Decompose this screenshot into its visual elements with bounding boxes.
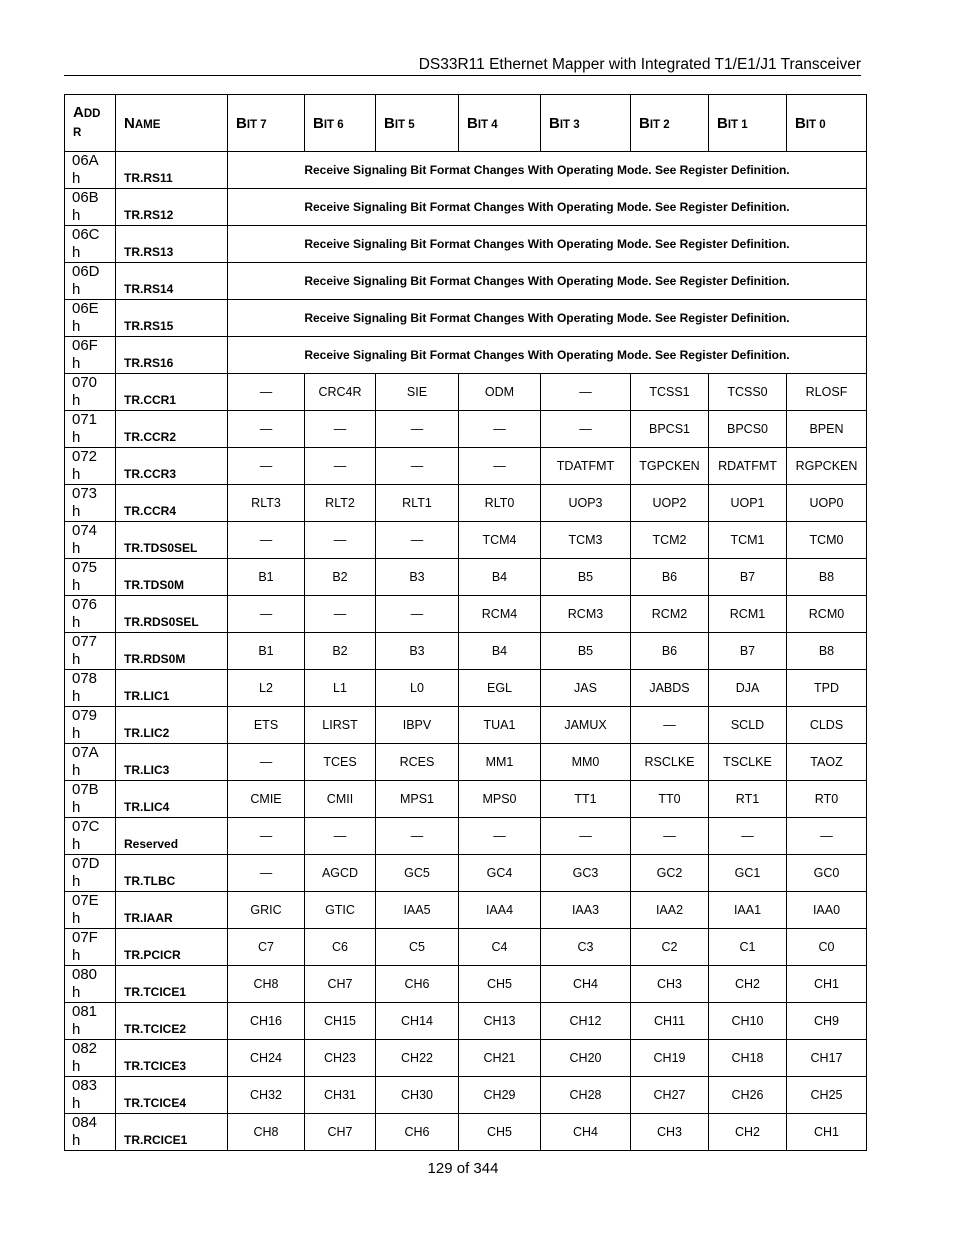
register-name: TR.RDS0M [116,633,228,670]
register-description: Receive Signaling Bit Format Changes With Operating Mode. See Register Definition. [228,189,867,226]
bit-cell-5: B3 [376,633,459,670]
bit-cell-0: — [787,818,867,855]
bit-cell-7: — [228,855,305,892]
register-address: 071 h [65,411,116,448]
bit-cell-6: LIRST [305,707,376,744]
bit-cell-4: IAA4 [459,892,541,929]
bit-cell-2: TCSS1 [631,374,709,411]
register-address: 072 h [65,448,116,485]
bit-cell-3: CH20 [541,1040,631,1077]
bit-cell-1: SCLD [709,707,787,744]
bit-cell-2: UOP2 [631,485,709,522]
table-row [65,670,867,707]
register-name: TR.CCR2 [116,411,228,448]
bit-cell-1: RCM1 [709,596,787,633]
bit-cell-3: MM0 [541,744,631,781]
bit-cell-2: RCM2 [631,596,709,633]
register-table [64,94,867,1151]
register-name: TR.TCICE1 [116,966,228,1003]
bit-cell-0: CH1 [787,1114,867,1151]
register-address: 077 h [65,633,116,670]
bit-cell-1: TSCLKE [709,744,787,781]
bit-cell-6: CH7 [305,966,376,1003]
register-name: TR.RS14 [116,263,228,300]
register-address: 06D h [65,263,116,300]
header-bit3: BIT 3 [541,95,631,152]
table-row [65,1077,867,1114]
bit-cell-5: — [376,596,459,633]
bit-cell-4: CH5 [459,966,541,1003]
register-name: TR.TCICE4 [116,1077,228,1114]
bit-cell-2: IAA2 [631,892,709,929]
bit-cell-4: CH29 [459,1077,541,1114]
bit-cell-4: GC4 [459,855,541,892]
bit-cell-6: CH31 [305,1077,376,1114]
bit-cell-6: AGCD [305,855,376,892]
table-row [65,485,867,522]
header-bit4: BIT 4 [459,95,541,152]
register-address: 081 h [65,1003,116,1040]
bit-cell-1: GC1 [709,855,787,892]
bit-cell-6: CMII [305,781,376,818]
table-row [65,263,867,300]
bit-cell-6: — [305,411,376,448]
bit-cell-5: CH14 [376,1003,459,1040]
bit-cell-1: TCM1 [709,522,787,559]
bit-cell-1: — [709,818,787,855]
bit-cell-2: — [631,818,709,855]
bit-cell-0: RLOSF [787,374,867,411]
bit-cell-0: TAOZ [787,744,867,781]
register-address: 075 h [65,559,116,596]
bit-cell-0: B8 [787,633,867,670]
bit-cell-0: BPEN [787,411,867,448]
register-address: 082 h [65,1040,116,1077]
bit-cell-0: CH17 [787,1040,867,1077]
register-description: Receive Signaling Bit Format Changes With Operating Mode. See Register Definition. [228,337,867,374]
bit-cell-0: RGPCKEN [787,448,867,485]
bit-cell-7: — [228,448,305,485]
bit-cell-6: C6 [305,929,376,966]
bit-cell-6: B2 [305,559,376,596]
bit-cell-4: B4 [459,559,541,596]
bit-cell-0: RT0 [787,781,867,818]
bit-cell-3: C3 [541,929,631,966]
table-row [65,596,867,633]
bit-cell-5: — [376,411,459,448]
bit-cell-1: UOP1 [709,485,787,522]
table-row [65,189,867,226]
bit-cell-3: — [541,411,631,448]
bit-cell-6: — [305,448,376,485]
bit-cell-7: CH24 [228,1040,305,1077]
bit-cell-4: B4 [459,633,541,670]
bit-cell-3: UOP3 [541,485,631,522]
bit-cell-3: RCM3 [541,596,631,633]
bit-cell-7: — [228,522,305,559]
bit-cell-3: TCM3 [541,522,631,559]
register-name: TR.RS11 [116,152,228,189]
register-name: Reserved [116,818,228,855]
bit-cell-5: CH22 [376,1040,459,1077]
register-name: TR.LIC4 [116,781,228,818]
bit-cell-7: GRIC [228,892,305,929]
register-name: TR.IAAR [116,892,228,929]
register-description: Receive Signaling Bit Format Changes With Operating Mode. See Register Definition. [228,300,867,337]
bit-cell-7: RLT3 [228,485,305,522]
register-name: TR.RCICE1 [116,1114,228,1151]
bit-cell-1: TCSS0 [709,374,787,411]
register-name: TR.LIC2 [116,707,228,744]
page-number: 129 of 344 [427,1160,499,1177]
bit-cell-3: TT1 [541,781,631,818]
table-row [65,929,867,966]
bit-cell-4: TCM4 [459,522,541,559]
bit-cell-2: GC2 [631,855,709,892]
bit-cell-5: MPS1 [376,781,459,818]
bit-cell-2: BPCS1 [631,411,709,448]
register-description: Receive Signaling Bit Format Changes With Operating Mode. See Register Definition. [228,263,867,300]
bit-cell-2: TGPCKEN [631,448,709,485]
bit-cell-1: CH18 [709,1040,787,1077]
register-description: Receive Signaling Bit Format Changes With Operating Mode. See Register Definition. [228,226,867,263]
bit-cell-3: CH12 [541,1003,631,1040]
bit-cell-6: CH23 [305,1040,376,1077]
page-header-title: DS33R11 Ethernet Mapper with Integrated T1/E1/J1 Transceiver [418,56,861,73]
bit-cell-5: C5 [376,929,459,966]
bit-cell-1: RT1 [709,781,787,818]
bit-cell-1: IAA1 [709,892,787,929]
bit-cell-4: MPS0 [459,781,541,818]
bit-cell-2: TCM2 [631,522,709,559]
table-row [65,966,867,1003]
bit-cell-0: CLDS [787,707,867,744]
bit-cell-0: IAA0 [787,892,867,929]
bit-cell-2: C2 [631,929,709,966]
table-row [65,1040,867,1077]
register-address: 06C h [65,226,116,263]
register-name: TR.TDS0SEL [116,522,228,559]
bit-cell-4: CH21 [459,1040,541,1077]
bit-cell-6: RLT2 [305,485,376,522]
bit-cell-3: B5 [541,559,631,596]
bit-cell-5: B3 [376,559,459,596]
bit-cell-2: TT0 [631,781,709,818]
bit-cell-7: C7 [228,929,305,966]
register-name: TR.RS13 [116,226,228,263]
bit-cell-6: — [305,596,376,633]
bit-cell-1: CH10 [709,1003,787,1040]
register-table-body [65,152,867,1151]
register-name: TR.LIC3 [116,744,228,781]
bit-cell-2: JABDS [631,670,709,707]
bit-cell-0: CH9 [787,1003,867,1040]
register-name: TR.PCICR [116,929,228,966]
register-name: TR.CCR3 [116,448,228,485]
bit-cell-5: GC5 [376,855,459,892]
bit-cell-5: IBPV [376,707,459,744]
bit-cell-7: CH16 [228,1003,305,1040]
table-row [65,892,867,929]
bit-cell-3: CH4 [541,1114,631,1151]
bit-cell-4: C4 [459,929,541,966]
bit-cell-4: RCM4 [459,596,541,633]
bit-cell-1: CH2 [709,966,787,1003]
bit-cell-4: RLT0 [459,485,541,522]
bit-cell-2: B6 [631,559,709,596]
table-row [65,374,867,411]
bit-cell-3: IAA3 [541,892,631,929]
bit-cell-5: CH30 [376,1077,459,1114]
bit-cell-0: C0 [787,929,867,966]
register-address: 078 h [65,670,116,707]
table-row [65,448,867,485]
bit-cell-3: GC3 [541,855,631,892]
register-address: 070 h [65,374,116,411]
register-address: 06A h [65,152,116,189]
bit-cell-7: B1 [228,633,305,670]
bit-cell-6: CH7 [305,1114,376,1151]
register-address: 06F h [65,337,116,374]
header-bit5: BIT 5 [376,95,459,152]
register-name: TR.TDS0M [116,559,228,596]
table-row [65,522,867,559]
bit-cell-6: GTIC [305,892,376,929]
bit-cell-6: — [305,522,376,559]
bit-cell-7: L2 [228,670,305,707]
register-name: TR.CCR4 [116,485,228,522]
bit-cell-5: — [376,818,459,855]
table-row [65,781,867,818]
bit-cell-7: — [228,818,305,855]
bit-cell-4: CH5 [459,1114,541,1151]
bit-cell-0: TCM0 [787,522,867,559]
header-rule [64,75,861,76]
table-row [65,633,867,670]
bit-cell-3: — [541,818,631,855]
header-bit2: BIT 2 [631,95,709,152]
register-name: TR.RS12 [116,189,228,226]
bit-cell-4: ODM [459,374,541,411]
bit-cell-5: RCES [376,744,459,781]
bit-cell-3: B5 [541,633,631,670]
bit-cell-7: — [228,411,305,448]
bit-cell-5: IAA5 [376,892,459,929]
bit-cell-4: TUA1 [459,707,541,744]
bit-cell-5: CH6 [376,966,459,1003]
bit-cell-6: TCES [305,744,376,781]
bit-cell-0: B8 [787,559,867,596]
bit-cell-1: CH26 [709,1077,787,1114]
bit-cell-0: CH25 [787,1077,867,1114]
bit-cell-4: — [459,818,541,855]
register-address: 07D h [65,855,116,892]
register-description: Receive Signaling Bit Format Changes With Operating Mode. See Register Definition. [228,152,867,189]
table-row [65,1003,867,1040]
bit-cell-2: CH19 [631,1040,709,1077]
bit-cell-5: SIE [376,374,459,411]
bit-cell-4: MM1 [459,744,541,781]
bit-cell-1: CH2 [709,1114,787,1151]
bit-cell-7: CH8 [228,1114,305,1151]
bit-cell-7: — [228,596,305,633]
register-address: 074 h [65,522,116,559]
bit-cell-1: DJA [709,670,787,707]
bit-cell-4: EGL [459,670,541,707]
header-bit7: BIT 7 [228,95,305,152]
bit-cell-6: L1 [305,670,376,707]
bit-cell-6: — [305,818,376,855]
bit-cell-3: TDATFMT [541,448,631,485]
bit-cell-2: CH3 [631,1114,709,1151]
register-name: TR.TCICE2 [116,1003,228,1040]
register-address: 07B h [65,781,116,818]
bit-cell-6: CH15 [305,1003,376,1040]
header-addr: ADD R [65,95,116,152]
register-name: TR.RDS0SEL [116,596,228,633]
bit-cell-0: CH1 [787,966,867,1003]
register-address: 076 h [65,596,116,633]
header-name: NAME [116,95,228,152]
bit-cell-1: B7 [709,559,787,596]
bit-cell-0: RCM0 [787,596,867,633]
bit-cell-2: CH11 [631,1003,709,1040]
table-row [65,744,867,781]
register-name: TR.RS16 [116,337,228,374]
bit-cell-3: CH28 [541,1077,631,1114]
bit-cell-7: CH32 [228,1077,305,1114]
table-row [65,337,867,374]
bit-cell-3: — [541,374,631,411]
bit-cell-6: B2 [305,633,376,670]
header-bit1: BIT 1 [709,95,787,152]
register-address: 083 h [65,1077,116,1114]
register-address: 073 h [65,485,116,522]
register-name: TR.TLBC [116,855,228,892]
register-address: 084 h [65,1114,116,1151]
bit-cell-7: CMIE [228,781,305,818]
table-row [65,411,867,448]
table-header-row [65,95,867,152]
register-address: 06E h [65,300,116,337]
table-row [65,226,867,263]
register-name: TR.TCICE3 [116,1040,228,1077]
register-name: TR.RS15 [116,300,228,337]
register-name: TR.CCR1 [116,374,228,411]
bit-cell-5: — [376,448,459,485]
register-name: TR.LIC1 [116,670,228,707]
bit-cell-1: B7 [709,633,787,670]
bit-cell-7: — [228,744,305,781]
register-address: 07F h [65,929,116,966]
bit-cell-4: — [459,448,541,485]
table-row [65,152,867,189]
bit-cell-2: CH27 [631,1077,709,1114]
table-row [65,818,867,855]
bit-cell-5: CH6 [376,1114,459,1151]
bit-cell-0: TPD [787,670,867,707]
register-address: 06B h [65,189,116,226]
register-address: 079 h [65,707,116,744]
bit-cell-3: JAMUX [541,707,631,744]
bit-cell-6: CRC4R [305,374,376,411]
bit-cell-2: B6 [631,633,709,670]
bit-cell-0: UOP0 [787,485,867,522]
bit-cell-2: CH3 [631,966,709,1003]
table-row [65,300,867,337]
register-address: 07E h [65,892,116,929]
bit-cell-2: RSCLKE [631,744,709,781]
table-row [65,1114,867,1151]
table-row [65,559,867,596]
bit-cell-5: RLT1 [376,485,459,522]
bit-cell-5: — [376,522,459,559]
bit-cell-4: CH13 [459,1003,541,1040]
bit-cell-5: L0 [376,670,459,707]
register-address: 080 h [65,966,116,1003]
bit-cell-1: BPCS0 [709,411,787,448]
bit-cell-7: ETS [228,707,305,744]
register-address: 07A h [65,744,116,781]
table-row [65,855,867,892]
bit-cell-2: — [631,707,709,744]
header-bit0: BIT 0 [787,95,867,152]
register-address: 07C h [65,818,116,855]
bit-cell-1: C1 [709,929,787,966]
bit-cell-1: RDATFMT [709,448,787,485]
bit-cell-0: GC0 [787,855,867,892]
header-bit6: BIT 6 [305,95,376,152]
bit-cell-3: JAS [541,670,631,707]
bit-cell-7: B1 [228,559,305,596]
bit-cell-7: CH8 [228,966,305,1003]
bit-cell-4: — [459,411,541,448]
table-row [65,707,867,744]
bit-cell-3: CH4 [541,966,631,1003]
bit-cell-7: — [228,374,305,411]
